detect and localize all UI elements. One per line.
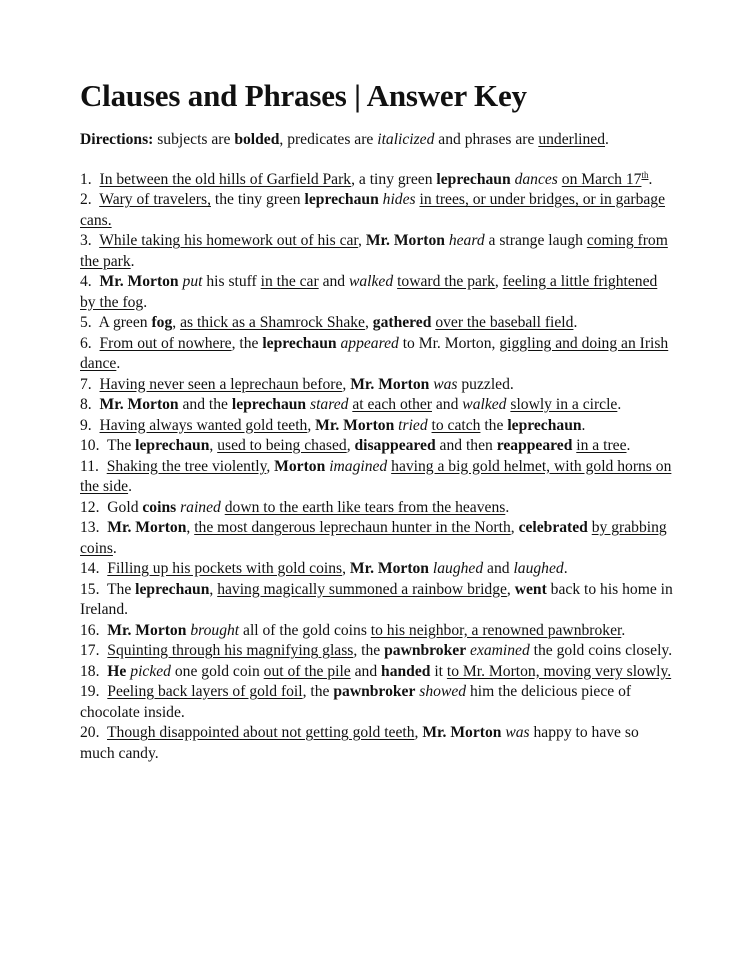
sentence-item: [80, 313, 674, 334]
subject-text: reappeared: [496, 437, 573, 454]
plain-text: , predicates are: [279, 131, 378, 148]
plain-text: back to his home in Ireland.: [80, 580, 673, 618]
plain-text: ,: [342, 375, 351, 393]
plain-text: .: [573, 314, 578, 331]
subject-text: pawnbroker: [384, 642, 467, 659]
subject-text: Mr. Morton: [315, 416, 395, 434]
plain-text: .: [505, 498, 510, 516]
phrase-text: in a tree: [576, 437, 627, 454]
plain-text: .: [605, 131, 609, 148]
phrase-text: down to the earth like tears from the heavens: [224, 498, 506, 516]
sentence-item: [80, 518, 674, 559]
plain-text: puzzled.: [457, 375, 514, 393]
plain-text: , the: [353, 642, 385, 659]
subject-text: Mr. Morton: [365, 232, 445, 249]
phrase-text: as thick as a Shamrock Shake: [180, 314, 365, 331]
predicate-text: brought: [190, 621, 240, 639]
subject-text: Directions:: [80, 131, 154, 148]
phrase-text: to catch: [431, 416, 481, 434]
subject-text: leprechaun: [304, 191, 379, 208]
plain-text: ,: [494, 273, 503, 290]
plain-text: and then: [435, 437, 497, 454]
predicate-text: dances: [514, 170, 558, 188]
sentence-item: [80, 334, 674, 375]
plain-text: ,: [172, 314, 181, 331]
subject-text: leprechaun: [231, 396, 307, 413]
sentence-item: [80, 190, 674, 231]
plain-text: it: [430, 662, 447, 680]
plain-text: Gold: [107, 498, 143, 516]
sentence-item: [80, 662, 674, 683]
predicate-text: rained: [180, 498, 221, 516]
plain-text: .: [648, 170, 653, 188]
plain-text: ,: [209, 437, 218, 454]
item-number: 1.: [80, 170, 92, 188]
plain-text: The: [107, 437, 136, 454]
item-number: 2.: [80, 191, 92, 208]
predicate-text: picked: [130, 662, 171, 680]
plain-text: ,: [346, 437, 355, 454]
sentence-item: [80, 272, 674, 313]
plain-text: subjects are: [153, 131, 235, 148]
plain-text: , the: [231, 334, 263, 352]
plain-text: A green: [98, 314, 152, 331]
phrase-text: having a big gold helmet, with gold horns on the side: [80, 457, 672, 495]
sentence-item: [80, 416, 674, 437]
subject-text: went: [514, 580, 547, 598]
predicate-text: walked: [462, 396, 507, 413]
item-number: 3.: [80, 232, 92, 249]
plain-text: .: [130, 252, 135, 270]
directions: [80, 130, 674, 151]
page-title: Clauses and Phrases | Answer Key: [80, 78, 527, 113]
subject-text: pawnbroker: [333, 683, 416, 700]
phrase-text: underlined: [538, 131, 606, 148]
phrase-text: coming from the park: [80, 232, 668, 270]
subject-text: handed: [381, 662, 431, 680]
subject-text: fog: [151, 314, 173, 331]
predicate-text: stared: [310, 396, 349, 413]
phrase-text: on March 17: [561, 170, 642, 188]
phrase-text: by grabbing coins: [80, 519, 667, 557]
phrase-text: in the car: [260, 273, 319, 290]
item-number: 20.: [80, 724, 100, 741]
plain-text: and: [350, 662, 382, 680]
item-number: 4.: [80, 273, 92, 290]
item-number: 19.: [80, 683, 100, 700]
phrase-text: to his neighbor, a renowned pawnbroker: [370, 621, 622, 639]
predicate-text: heard: [448, 232, 485, 249]
sentence-item: [80, 621, 674, 642]
subject-text: Mr. Morton: [107, 621, 187, 639]
phrase-text: Having never seen a leprechaun before: [99, 375, 343, 393]
phrase-text: to Mr. Morton, moving very slowly.: [446, 662, 672, 680]
item-number: 8.: [80, 396, 92, 413]
plain-text: , a tiny green: [351, 170, 437, 188]
plain-text: one gold coin: [170, 662, 264, 680]
phrase-text: Squinting through his magnifying glass: [107, 642, 354, 659]
plain-text: to Mr. Morton,: [398, 334, 500, 352]
plain-text: .: [626, 437, 631, 454]
plain-text: .: [143, 293, 148, 311]
plain-text: ,: [209, 580, 218, 598]
phrase-text: Filling up his pockets with gold coins: [107, 560, 343, 577]
plain-text: the: [480, 416, 508, 434]
subject-text: Mr. Morton: [99, 396, 179, 413]
phrase-text: giggling and doing an Irish dance: [80, 334, 669, 372]
plain-text: all of the gold coins: [239, 621, 371, 639]
subject-text: Morton: [274, 457, 326, 475]
phrase-text: out of the pile: [263, 662, 351, 680]
predicate-text: tried: [398, 416, 428, 434]
sentence-item: [80, 682, 674, 723]
phrase-text: feeling a little frightened by the fog: [80, 273, 658, 311]
superscript-text: th: [641, 169, 649, 180]
subject-text: leprechaun: [507, 416, 582, 434]
phrase-text: toward the park: [397, 273, 495, 290]
plain-text: ,: [414, 724, 423, 741]
phrase-text: Having always wanted gold teeth: [99, 416, 308, 434]
plain-text: ,: [342, 560, 350, 577]
subject-text: bolded: [234, 131, 280, 148]
item-number: 6.: [80, 334, 92, 352]
plain-text: , the: [302, 683, 334, 700]
item-number: 13.: [80, 519, 100, 536]
sentence-item: [80, 580, 674, 621]
plain-text: the tiny green: [210, 191, 305, 208]
plain-text: .: [128, 478, 132, 495]
phrase-text: Shaking the tree violently: [106, 457, 267, 475]
plain-text: ,: [266, 457, 275, 475]
subject-text: Mr. Morton: [350, 375, 430, 393]
plain-text: the gold coins closely.: [529, 642, 673, 659]
plain-text: and: [483, 560, 514, 577]
item-number: 7.: [80, 375, 92, 393]
phrase-text: Though disappointed about not getting gold teeth: [107, 724, 415, 741]
plain-text: a strange laugh: [484, 232, 587, 249]
phrase-text: Wary of travelers,: [99, 191, 211, 208]
sentence-item: [80, 457, 674, 498]
subject-text: disappeared: [354, 437, 436, 454]
phrase-text: in trees, or under bridges, or in garbage cans.: [80, 191, 666, 229]
predicate-text: appeared: [340, 334, 399, 352]
plain-text: ,: [186, 519, 195, 536]
subject-text: leprechaun: [135, 580, 210, 598]
plain-text: and: [318, 273, 349, 290]
plain-text: ,: [510, 519, 519, 536]
sentence-item: [80, 375, 674, 396]
sentence-item: [80, 436, 674, 457]
subject-text: Mr. Morton: [99, 273, 179, 290]
phrase-text: Peeling back layers of gold foil: [107, 683, 303, 700]
predicate-text: put: [182, 273, 203, 290]
plain-text: his stuff: [202, 273, 261, 290]
plain-text: The: [107, 580, 136, 598]
item-number: 17.: [80, 642, 100, 659]
predicate-text: walked: [348, 273, 394, 290]
predicate-text: showed: [419, 683, 467, 700]
sentence-item: [80, 723, 674, 764]
subject-text: coins: [142, 498, 177, 516]
subject-text: celebrated: [518, 519, 588, 536]
plain-text: ,: [364, 314, 373, 331]
subject-text: leprechaun: [262, 334, 337, 352]
sentence-item: [80, 395, 674, 416]
answer-key-page: [80, 76, 674, 764]
sentence-list: [80, 170, 674, 765]
plain-text: .: [621, 621, 626, 639]
phrase-text: In between the old hills of Garfield Park: [99, 170, 352, 188]
item-number: 14.: [80, 560, 100, 577]
plain-text: and the: [178, 396, 232, 413]
predicate-text: was: [433, 375, 458, 393]
predicate-text: laughed: [513, 560, 564, 577]
plain-text: .: [116, 355, 121, 372]
plain-text: .: [112, 539, 117, 557]
predicate-text: was: [505, 724, 530, 741]
phrase-text: While taking his homework out of his car: [99, 232, 359, 249]
phrase-text: the most dangerous leprechaun hunter in the North: [194, 519, 511, 536]
subject-text: gathered: [372, 314, 432, 331]
plain-text: ,: [307, 416, 316, 434]
phrase-text: at each other: [352, 396, 432, 413]
plain-text: ,: [506, 580, 515, 598]
item-number: 5.: [80, 314, 92, 331]
subject-text: leprechaun: [135, 437, 210, 454]
phrase-text: From out of nowhere: [99, 334, 232, 352]
plain-text: him the delicious piece of chocolate inside.: [80, 683, 632, 721]
plain-text: ,: [358, 232, 366, 249]
predicate-text: italicized: [377, 131, 435, 148]
sentence-item: [80, 170, 674, 191]
plain-text: and phrases are: [434, 131, 539, 148]
plain-text: .: [581, 416, 586, 434]
predicate-text: hides: [382, 191, 416, 208]
plain-text: and: [431, 396, 463, 413]
phrase-text: having magically summoned a rainbow bridge: [217, 580, 507, 598]
predicate-text: laughed: [432, 560, 484, 577]
plain-text: .: [617, 396, 622, 413]
plain-text: .: [563, 560, 568, 577]
sentence-item: [80, 559, 674, 580]
subject-text: Mr. Morton: [349, 560, 429, 577]
item-number: 9.: [80, 416, 92, 434]
sentence-item: [80, 498, 674, 519]
subject-text: Mr. Morton: [422, 724, 502, 741]
item-number: 11.: [80, 457, 99, 475]
item-number: 16.: [80, 621, 100, 639]
item-number: 12.: [80, 498, 100, 516]
predicate-text: examined: [470, 642, 530, 659]
sentence-item: [80, 641, 674, 662]
subject-text: leprechaun: [436, 170, 511, 188]
subject-text: Mr. Morton: [107, 519, 187, 536]
plain-text: happy to have so much candy.: [80, 724, 639, 762]
sentence-item: [80, 231, 674, 272]
item-number: 10.: [80, 437, 100, 454]
predicate-text: imagined: [329, 457, 388, 475]
phrase-text: used to being chased: [217, 437, 347, 454]
phrase-text: over the baseball field: [435, 314, 574, 331]
phrase-text: slowly in a circle: [510, 396, 618, 413]
item-number: 15.: [80, 580, 100, 598]
item-number: 18.: [80, 662, 100, 680]
subject-text: He: [107, 662, 127, 680]
